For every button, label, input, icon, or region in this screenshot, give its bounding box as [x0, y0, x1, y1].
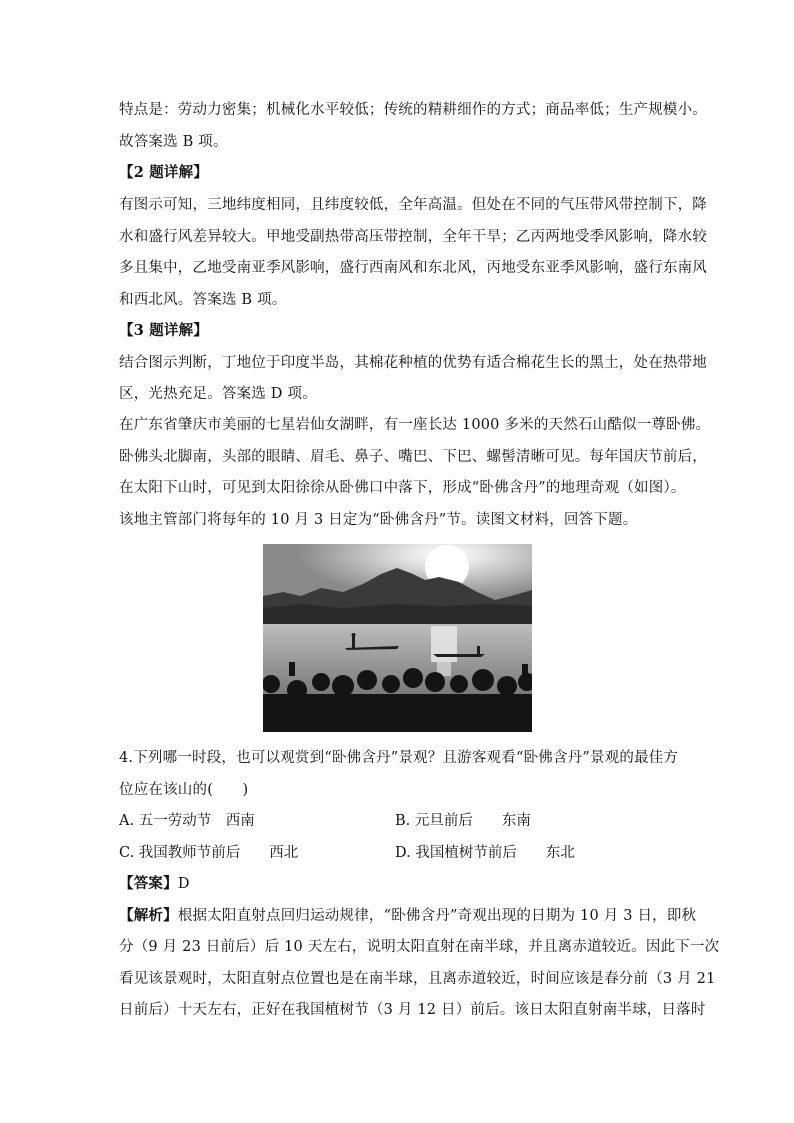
- question-stem-line: 位应在该山的( ): [119, 782, 249, 798]
- paragraph-line: 在太阳下山时，可见到太阳徐徐从卧佛口中落下，形成“卧佛含丹”的地理奇观（如图）。: [119, 480, 686, 496]
- paragraph-line: 水和盛行风差异较大。甲地受副热带高压带控制，全年干旱；乙丙两地受季风影响，降水较: [119, 229, 707, 245]
- paragraph-line: 该地主管部门将每年的 10 月 3 日定为“卧佛含丹”节。读图文材料，回答下题。: [119, 512, 638, 528]
- paragraph-line: 区，光热充足。答案选 D 项。: [119, 386, 317, 402]
- paragraph-line: 有图示可知，三地纬度相同，且纬度较低，全年高温。但处在不同的气压带风带控制下，降: [119, 197, 707, 213]
- answer-value: D: [177, 876, 190, 892]
- question-stem-line: 4.下列哪一时段，也可以观赏到“卧佛含丹”景观？且游客观看“卧佛含丹”景观的最佳方: [119, 750, 679, 766]
- analysis-text: 根据太阳直射点回归运动规律，“卧佛含丹”奇观出现的日期为 10 月 3 日，即秋: [177, 908, 697, 924]
- paragraph-line: 在广东省肇庆市美丽的七星岩仙女湖畔，有一座长达 1000 多米的天然石山酷似一尊卧佛。: [119, 417, 711, 433]
- paragraph-line: 故答案选 B 项。: [119, 134, 228, 150]
- option-b[interactable]: B. 元旦前后 东南: [395, 813, 531, 829]
- sunset-lake-photo: [263, 544, 532, 732]
- answer-label: 【答案】: [119, 875, 178, 892]
- paragraph-line: 卧佛头北脚南，头部的眼睛、眉毛、鼻子、嘴巴、下巴、螺髻清晰可见。每年国庆节前后，: [119, 449, 707, 465]
- paragraph-line: 特点是：劳动力密集；机械化水平较低；传统的精耕细作的方式；商品率低；生产规模小。: [119, 102, 707, 118]
- analysis-label: 【解析】: [119, 907, 178, 924]
- section-heading-3: 【3 题详解】: [119, 322, 209, 339]
- section-heading-2: 【2 题详解】: [119, 164, 209, 181]
- answer-line: [119, 874, 679, 894]
- analysis-line: 日前后）十天左右，正好在我国植树节（3 月 12 日）前后。该日太阳直射南半球，日落时: [119, 1002, 706, 1018]
- analysis-line: 看见该景观时，太阳直射点位置也是在南半球，且离赤道较近，时间应该是春分前（3 月 21: [119, 971, 716, 987]
- paragraph-line: 和西北风。答案选 B 项。: [119, 292, 287, 308]
- option-c[interactable]: C. 我国教师节前后 西北: [119, 845, 299, 861]
- option-d[interactable]: D. 我国植树节前后 东北: [395, 845, 575, 861]
- analysis-line: 分（9 月 23 日前后）后 10 天左右，说明太阳直射在南半球，并且离赤道较近。因此下一次: [119, 939, 720, 955]
- paragraph-line: 多且集中，乙地受南亚季风影响，盛行西南风和东北风，丙地受东亚季风影响，盛行东南风: [119, 260, 707, 276]
- paragraph-line: 结合图示判断，丁地位于印度半岛，其棉花种植的优势有适合棉花生长的黑土，处在热带地: [119, 355, 707, 371]
- analysis-line: [119, 906, 697, 926]
- option-a[interactable]: A. 五一劳动节 西南: [119, 813, 255, 829]
- photo-graphic: [263, 544, 532, 732]
